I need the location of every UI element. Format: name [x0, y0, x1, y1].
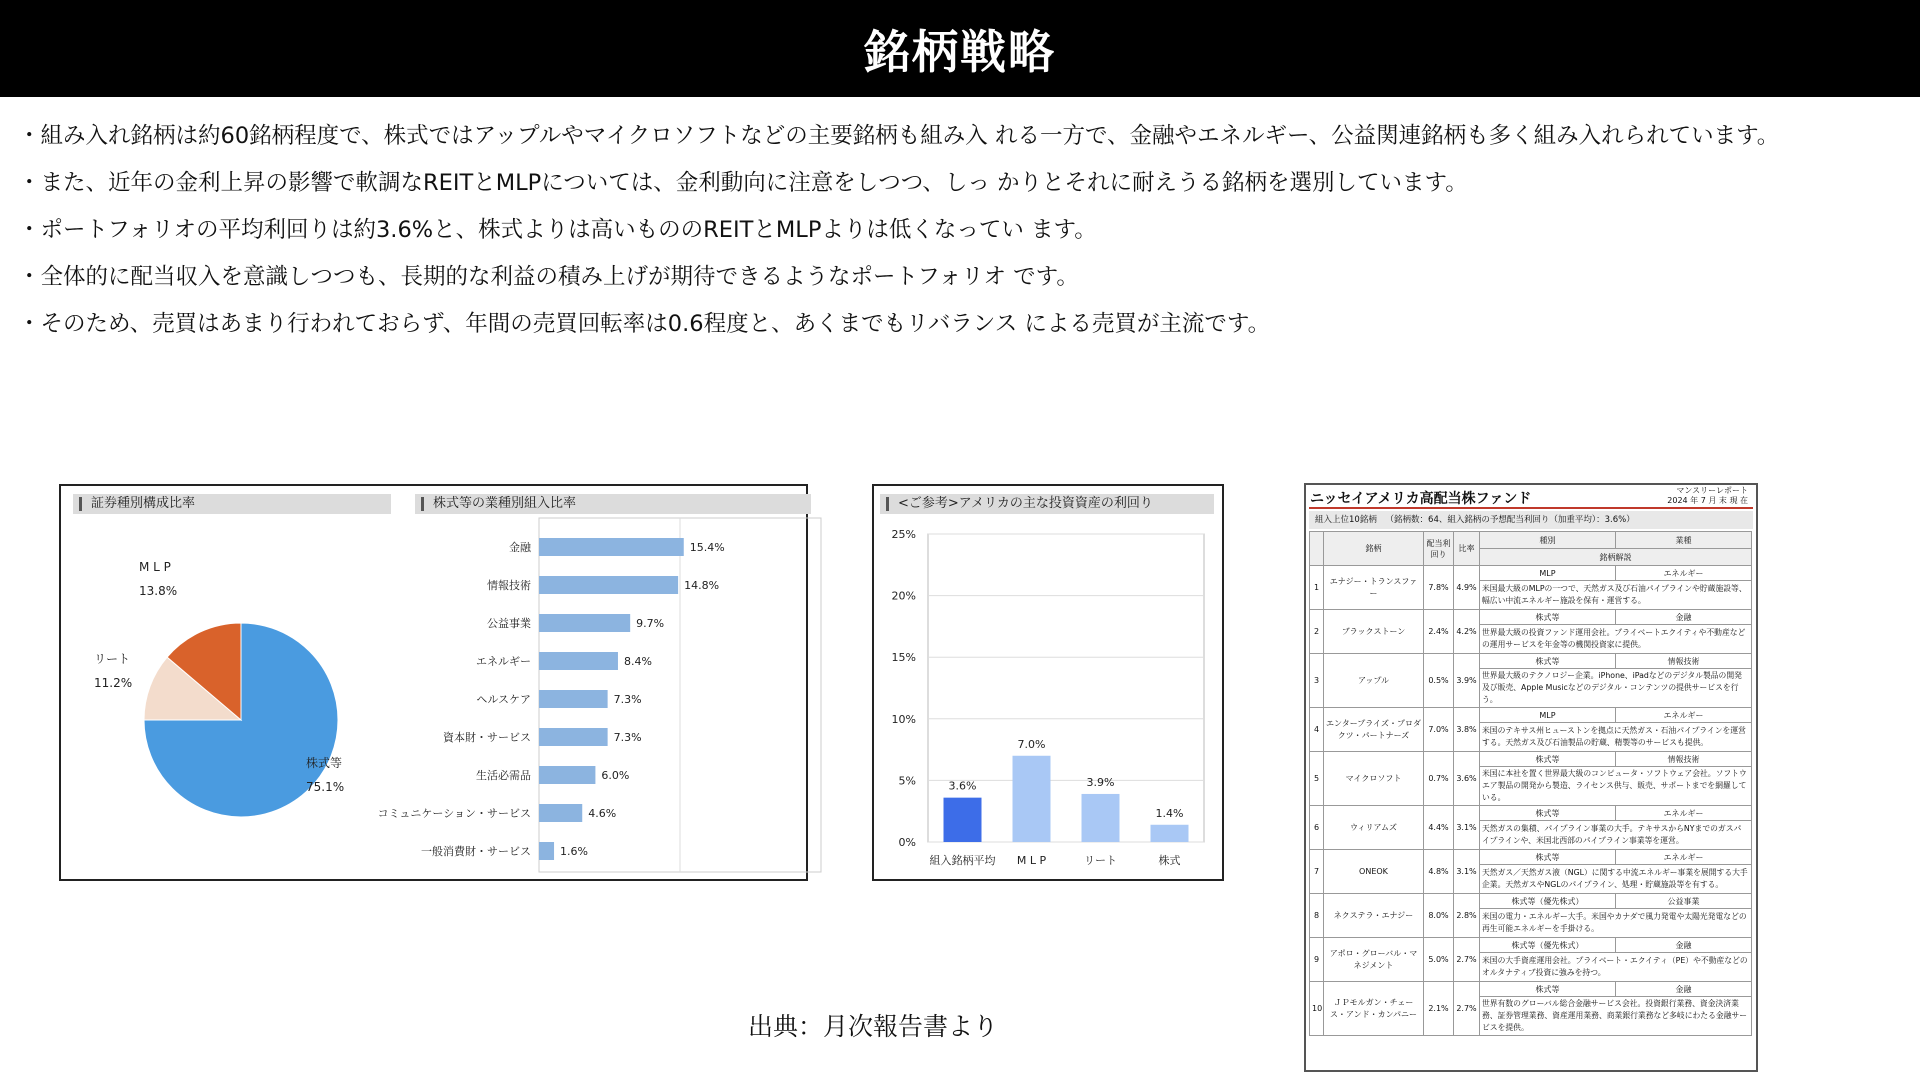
x-tick-label: 株式 [1158, 854, 1181, 867]
row-number: 2 [1310, 610, 1324, 654]
stock-name: アポロ・グローバル・マネジメント [1324, 938, 1424, 982]
sector-chart-title: 株式等の業種別組入比率 [415, 494, 811, 514]
y-tick-label: 20% [891, 589, 916, 603]
table-row [1310, 752, 1752, 767]
category-label: 情報技術 [487, 579, 531, 592]
header-blank [1310, 532, 1324, 566]
sector-bar-chart [377, 516, 801, 876]
bar [539, 804, 582, 822]
stock-name: エンタープライズ・プロダクツ・パートナーズ [1324, 708, 1424, 752]
category-label: 生活必需品 [476, 769, 531, 782]
bar-value-label: 9.7% [636, 617, 665, 630]
plot-area [928, 534, 1204, 842]
bar-value-label: 7.3% [613, 731, 642, 744]
yield-chart-title: <ご参考>アメリカの主な投資資産の利回り [880, 494, 1214, 514]
category-label: 資本財・サービス [443, 731, 531, 744]
pie-chart [61, 516, 391, 876]
monthly-report-panel [1304, 483, 1758, 1072]
pie-value-label: 11.2% [94, 676, 133, 690]
bar [539, 690, 608, 708]
dividend-yield: 2.4% [1424, 610, 1454, 654]
table-row [1310, 894, 1752, 909]
bar [1151, 825, 1189, 842]
bullet-list [18, 118, 1904, 353]
bar [1013, 756, 1051, 842]
bar-value-label: 3.6% [948, 779, 977, 793]
header-yield: 配当利回り [1424, 532, 1454, 566]
report-section-header [1309, 511, 1753, 529]
industry: エネルギー [1616, 806, 1752, 821]
yield-panel [872, 484, 1224, 881]
section-label: 組入上位10銘柄 [1315, 515, 1377, 525]
header-type: 種別 [1480, 532, 1616, 549]
stock-name: ブラックストーン [1324, 610, 1424, 654]
security-type: MLP [1480, 566, 1616, 581]
header-brand: 銘柄 [1324, 532, 1424, 566]
table-row [1310, 610, 1752, 625]
x-tick-label: 組入銘柄平均 [929, 854, 996, 867]
stock-description: 世界最大級の投資ファンド運用会社。プライベートエクイティや不動産などの運用サービスを年金等の機関投資家に提供。 [1480, 625, 1752, 654]
y-tick-label: 25% [891, 528, 916, 541]
security-type: 株式等 [1480, 752, 1616, 767]
header-sector: 業種 [1616, 532, 1752, 549]
stock-description: 米国に本社を置く世界最大級のコンピュータ・ソフトウェア会社。ソフトウエア製品の開発から製造、ライセンス供与、販売、サポートまでを網羅している。 [1480, 767, 1752, 806]
industry: 情報技術 [1616, 752, 1752, 767]
industry: 金融 [1616, 982, 1752, 997]
industry: 金融 [1616, 938, 1752, 953]
table-row [1310, 850, 1752, 865]
report-month: 2024 年 7 月 末 現 在 [1667, 496, 1748, 505]
y-tick-label: 5% [898, 774, 916, 788]
pie-chart-title: 証券種別構成比率 [73, 494, 391, 514]
holdings-table [1309, 531, 1752, 1036]
category-label: ヘルスケア [476, 693, 531, 706]
stock-name: マイクロソフト [1324, 752, 1424, 806]
category-label: 金融 [509, 541, 531, 554]
header-ratio: 比率 [1454, 532, 1480, 566]
pie-value-label: 13.8% [139, 584, 178, 598]
bar [539, 614, 630, 632]
bullet-item: ・また、近年の金利上昇の影響で軟調なREITとMLPについては、金利動向に注意をしつつ、しっ かりとそれに耐えうる銘柄を選別しています。 [18, 170, 1468, 196]
stock-name: ＪＰモルガン・チェース・アンド・カンパニー [1324, 982, 1424, 1036]
bar-value-label: 1.6% [560, 845, 588, 858]
pie-value-label: 75.1% [306, 780, 345, 794]
report-divider [1309, 507, 1753, 509]
dividend-yield: 0.7% [1424, 752, 1454, 806]
stock-description: 米国の電力・エネルギー大手。米国やカナダで風力発電や太陽光発電などの再生可能エネルギーを手掛ける。 [1480, 909, 1752, 938]
stock-name: アップル [1324, 654, 1424, 708]
security-type: MLP [1480, 708, 1616, 723]
industry: 公益事業 [1616, 894, 1752, 909]
row-number: 9 [1310, 938, 1324, 982]
weight-ratio: 2.7% [1454, 982, 1480, 1036]
stock-description: 米国最大級のMLPの一つで、天然ガス及び石油パイプラインや貯蔵施設等、幅広い中流エネルギー施設を保有・運営する。 [1480, 581, 1752, 610]
dividend-yield: 2.1% [1424, 982, 1454, 1036]
pie-label: M L P [139, 560, 171, 574]
dividend-yield: 7.0% [1424, 708, 1454, 752]
dividend-yield: 4.8% [1424, 850, 1454, 894]
weight-ratio: 4.9% [1454, 566, 1480, 610]
table-row [1310, 938, 1752, 953]
row-number: 5 [1310, 752, 1324, 806]
industry: エネルギー [1616, 566, 1752, 581]
dividend-yield: 4.4% [1424, 806, 1454, 850]
bar [539, 766, 595, 784]
x-tick-label: M L P [1016, 854, 1047, 867]
security-type: 株式等 [1480, 982, 1616, 997]
weight-ratio: 3.6% [1454, 752, 1480, 806]
industry: 金融 [1616, 610, 1752, 625]
row-number: 8 [1310, 894, 1324, 938]
stock-name: ウィリアムズ [1324, 806, 1424, 850]
stock-description: 米国のテキサス州ヒューストンを拠点に天然ガス・石油パイプラインを運営する。天然ガス及び石油製品の貯蔵、精製等のサービスも提供。 [1480, 723, 1752, 752]
bullet-item: ・組み入れ銘柄は約60銘柄程度で、株式ではアップルやマイクロソフトなどの主要銘柄も組み入 れる一方で、金融やエネルギー、公益関連銘柄も多く組み入れられています。 [18, 123, 1780, 149]
stock-description: 天然ガスの集積、パイプライン事業の大手。テキサスからNYまでのガスパイプラインや、米国北西部のパイプライン事業等を運営。 [1480, 821, 1752, 850]
bar [539, 652, 618, 670]
weight-ratio: 2.7% [1454, 938, 1480, 982]
security-type: 株式等 [1480, 654, 1616, 669]
dividend-yield: 7.8% [1424, 566, 1454, 610]
industry: エネルギー [1616, 850, 1752, 865]
security-type: 株式等（優先株式） [1480, 894, 1616, 909]
row-number: 1 [1310, 566, 1324, 610]
y-tick-label: 10% [891, 712, 916, 726]
dividend-yield: 5.0% [1424, 938, 1454, 982]
bar-value-label: 1.4% [1155, 806, 1184, 820]
bullet-item: ・全体的に配当収入を意識しつつも、長期的な利益の積み上げが期待できるようなポートフォリオ です。 [18, 264, 1079, 290]
bar-value-label: 15.4% [689, 541, 725, 554]
yield-bar-chart [874, 516, 1222, 876]
industry: エネルギー [1616, 708, 1752, 723]
report-date [1667, 486, 1748, 506]
security-type: 株式等（優先株式） [1480, 938, 1616, 953]
row-number: 4 [1310, 708, 1324, 752]
stock-name: ネクステラ・エナジー [1324, 894, 1424, 938]
table-row [1310, 566, 1752, 581]
stock-name: エナジー・トランスファー [1324, 566, 1424, 610]
dividend-yield: 8.0% [1424, 894, 1454, 938]
stock-name: ONEOK [1324, 850, 1424, 894]
bullet-item: ・そのため、売買はあまり行われておらず、年間の売買回転率は0.6程度と、あくまでもリバランス による売買が主流です。 [18, 311, 1271, 337]
security-type: 株式等 [1480, 806, 1616, 821]
source-note: 出典：月次報告書より [748, 1012, 999, 1041]
weight-ratio: 4.2% [1454, 610, 1480, 654]
row-number: 3 [1310, 654, 1324, 708]
bar [539, 842, 554, 860]
bar [539, 538, 684, 556]
composition-panel [59, 484, 808, 881]
category-label: 一般消費財・サービス [421, 845, 531, 858]
bar-value-label: 8.4% [623, 655, 652, 668]
weight-ratio: 3.1% [1454, 850, 1480, 894]
pie-label: 株式等 [306, 756, 343, 770]
stock-description: 世界最大級のテクノロジー企業。iPhone、iPadなどのデジタル製品の開発及び販売、Apple Musicなどのデジタル・コンテンツの提供サービスを行う。 [1480, 669, 1752, 708]
weight-ratio: 3.1% [1454, 806, 1480, 850]
bar-value-label: 6.0% [601, 769, 630, 782]
table-header-row [1310, 532, 1752, 549]
report-monthly-label: マンスリーレポート [1676, 486, 1748, 495]
weight-ratio: 2.8% [1454, 894, 1480, 938]
bar-value-label: 7.0% [1017, 737, 1046, 751]
bar [1082, 794, 1120, 842]
security-type: 株式等 [1480, 610, 1616, 625]
y-tick-label: 15% [891, 651, 916, 665]
page-title: 銘柄戦略 [0, 0, 1920, 97]
security-type: 株式等 [1480, 850, 1616, 865]
weight-ratio: 3.9% [1454, 654, 1480, 708]
header-desc: 銘柄解説 [1480, 549, 1752, 566]
table-row [1310, 654, 1752, 669]
bar [944, 798, 982, 842]
table-row [1310, 806, 1752, 821]
table-row [1310, 982, 1752, 997]
pie-label: リート [94, 652, 131, 666]
stock-description: 米国の大手資産運用会社。プライベート・エクイティ（PE）や不動産などのオルタナティブ投資に強みを持つ。 [1480, 953, 1752, 982]
bar-value-label: 7.3% [613, 693, 642, 706]
stock-description: 天然ガス／天然ガス液（NGL）に関する中流エネルギー事業を展開する大手企業。天然ガスやNGLのパイプライン、処理・貯蔵施設等を有する。 [1480, 865, 1752, 894]
row-number: 6 [1310, 806, 1324, 850]
y-tick-label: 0% [898, 836, 916, 849]
x-tick-label: リート [1084, 854, 1117, 867]
category-label: 公益事業 [487, 617, 531, 630]
bar [539, 728, 608, 746]
category-label: コミュニケーション・サービス [377, 807, 531, 820]
category-label: エネルギー [476, 655, 531, 668]
bar [539, 576, 678, 594]
section-note: （銘柄数：64、組入銘柄の予想配当利回り（加重平均）：3.6%） [1385, 515, 1635, 525]
weight-ratio: 3.8% [1454, 708, 1480, 752]
bar-value-label: 14.8% [684, 579, 720, 592]
dividend-yield: 0.5% [1424, 654, 1454, 708]
industry: 情報技術 [1616, 654, 1752, 669]
report-title: ニッセイアメリカ高配当株ファンド [1310, 491, 1532, 507]
bullet-item: ・ポートフォリオの平均利回りは約3.6%と、株式よりは高いもののREITとMLPよりは低くなってい ます。 [18, 217, 1097, 243]
row-number: 7 [1310, 850, 1324, 894]
row-number: 10 [1310, 982, 1324, 1036]
stock-description: 世界有数のグローバル総合金融サービス会社。投資銀行業務、資金決済業務、証券管理業務、資産運用業務、商業銀行業務など多岐にわたる金融サービスを提供。 [1480, 997, 1752, 1036]
bar-value-label: 3.9% [1086, 775, 1115, 789]
bar-value-label: 4.6% [588, 807, 617, 820]
table-row [1310, 708, 1752, 723]
